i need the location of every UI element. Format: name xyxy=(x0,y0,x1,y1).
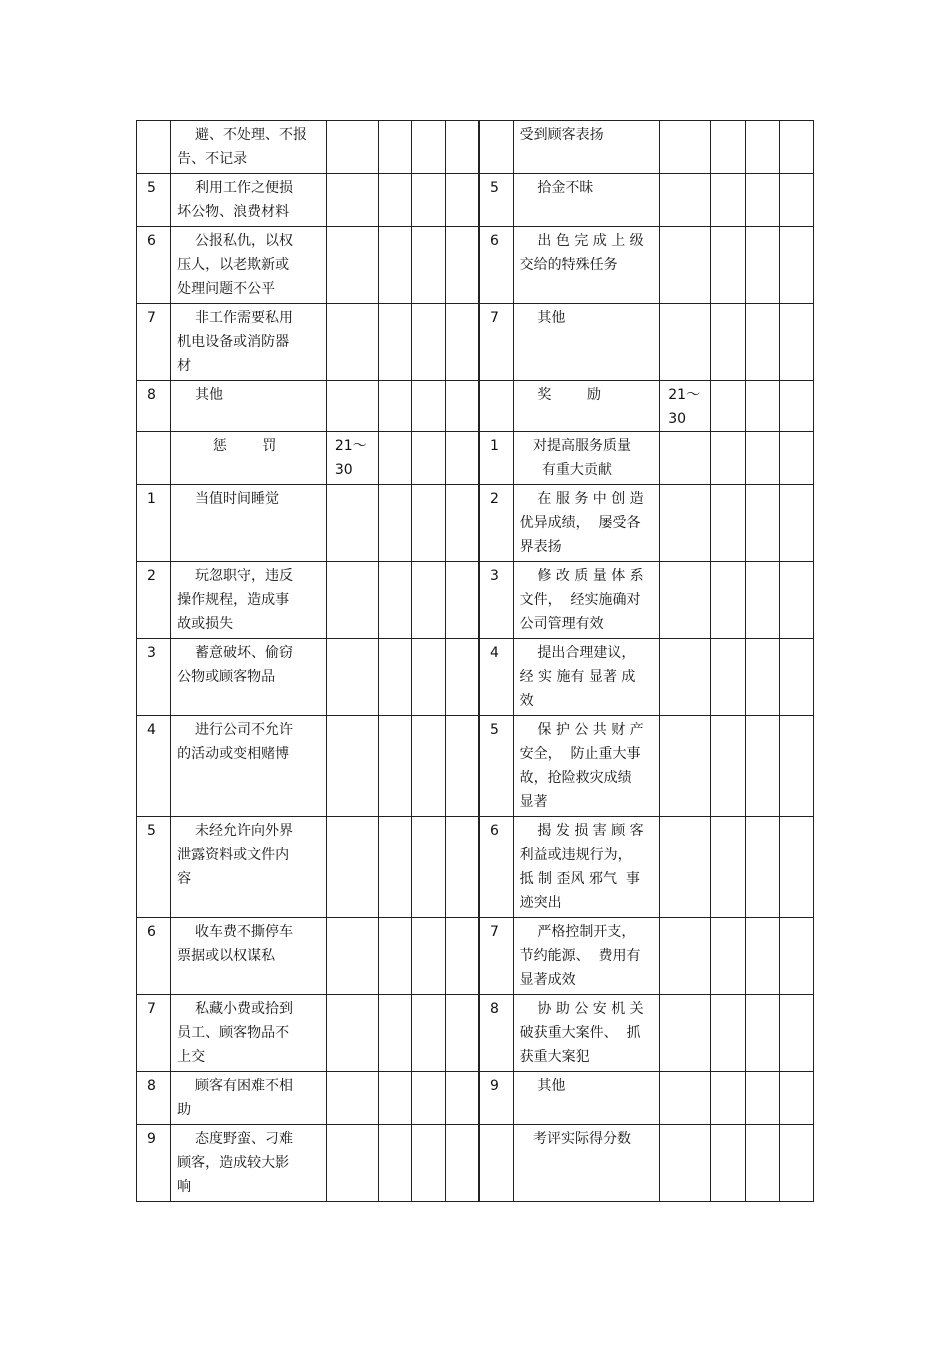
right-item-cell xyxy=(513,174,660,227)
left-blank-cell xyxy=(446,639,479,716)
left-blank-cell xyxy=(412,227,446,304)
left-item-text: 玩忽职守，违反 操作规程，造成事 故或损失 xyxy=(177,568,293,632)
table-body xyxy=(137,121,814,1202)
right-blank-cell xyxy=(745,381,779,432)
left-score-text xyxy=(327,716,378,718)
left-blank-cell xyxy=(412,716,446,817)
left-blank-cell xyxy=(446,432,479,485)
left-blank-cell xyxy=(379,304,412,381)
left-score-text xyxy=(327,918,378,920)
right-blank-cell xyxy=(745,995,779,1072)
table-row xyxy=(137,121,814,174)
left-score-cell xyxy=(326,227,378,304)
right-score-text: 21～ 30 xyxy=(668,387,701,427)
left-blank-cell xyxy=(412,639,446,716)
left-blank-cell xyxy=(446,918,479,995)
right-number-cell xyxy=(479,1125,513,1202)
right-item-cell xyxy=(513,121,660,174)
left-number-cell xyxy=(137,381,171,432)
right-blank-cell xyxy=(745,562,779,639)
left-blank-cell xyxy=(412,918,446,995)
left-score-cell xyxy=(326,1125,378,1202)
left-score-text xyxy=(327,817,378,819)
left-blank-cell xyxy=(379,432,412,485)
left-item-text: 其他 xyxy=(177,387,223,403)
right-blank-cell xyxy=(779,639,813,716)
right-score-cell xyxy=(660,817,711,918)
left-blank-cell xyxy=(379,1072,412,1125)
right-blank-cell xyxy=(779,381,813,432)
right-blank-cell xyxy=(745,432,779,485)
right-blank-cell xyxy=(711,562,745,639)
left-number-cell xyxy=(137,918,171,995)
right-blank-cell xyxy=(745,304,779,381)
left-score-text xyxy=(327,485,378,487)
right-number-cell xyxy=(479,918,513,995)
right-blank-cell xyxy=(745,918,779,995)
table-row xyxy=(137,562,814,639)
left-blank-cell xyxy=(446,304,479,381)
left-score-cell xyxy=(326,716,378,817)
right-blank-cell xyxy=(711,639,745,716)
right-number-cell xyxy=(479,817,513,918)
left-number-text: 3 xyxy=(147,645,156,661)
right-blank-cell xyxy=(745,1072,779,1125)
table-row xyxy=(137,381,814,432)
left-blank-cell xyxy=(412,121,446,174)
left-score-cell xyxy=(326,995,378,1072)
left-number-cell xyxy=(137,716,171,817)
left-item-text: 利用工作之便损 坏公物、浪费材料 xyxy=(177,180,293,220)
right-number-cell xyxy=(479,121,513,174)
right-blank-cell xyxy=(779,227,813,304)
right-number-text: 5 xyxy=(489,722,499,738)
left-number-text: 5 xyxy=(147,180,156,196)
left-blank-cell xyxy=(446,227,479,304)
right-blank-cell xyxy=(745,1125,779,1202)
left-item-text: 蓄意破坏、偷窃 公物或顾客物品 xyxy=(177,645,293,685)
right-number-cell xyxy=(479,381,513,432)
left-number-text: 2 xyxy=(147,568,156,584)
evaluation-table xyxy=(136,120,814,1202)
left-number-cell xyxy=(137,432,171,485)
right-blank-cell xyxy=(711,918,745,995)
left-number-cell xyxy=(137,1072,171,1125)
left-number-cell xyxy=(137,174,171,227)
right-score-cell xyxy=(660,227,711,304)
right-blank-cell xyxy=(779,1125,813,1202)
right-score-text xyxy=(660,918,710,920)
left-number-cell xyxy=(137,639,171,716)
right-item-cell xyxy=(513,485,660,562)
left-number-cell xyxy=(137,562,171,639)
left-number-text: 6 xyxy=(147,924,156,940)
left-blank-cell xyxy=(379,639,412,716)
right-item-text: 对提高服务质量 有重大贡献 xyxy=(532,438,631,478)
left-score-text xyxy=(327,227,378,229)
left-score-text xyxy=(327,121,378,123)
left-blank-cell xyxy=(446,1072,479,1125)
left-number-text xyxy=(137,121,170,123)
right-blank-cell xyxy=(711,174,745,227)
right-number-text xyxy=(480,381,513,383)
table-row xyxy=(137,918,814,995)
left-number-text: 1 xyxy=(147,491,156,507)
left-blank-cell xyxy=(412,432,446,485)
right-number-cell xyxy=(479,432,513,485)
right-number-text: 6 xyxy=(489,823,499,839)
right-item-cell xyxy=(513,716,660,817)
left-item-cell xyxy=(171,174,327,227)
right-blank-cell xyxy=(745,121,779,174)
right-number-cell xyxy=(479,716,513,817)
left-score-cell xyxy=(326,121,378,174)
right-score-text xyxy=(660,817,710,819)
left-blank-cell xyxy=(446,174,479,227)
right-number-text xyxy=(480,121,513,123)
right-blank-cell xyxy=(745,227,779,304)
right-blank-cell xyxy=(711,432,745,485)
right-score-cell xyxy=(660,174,711,227)
right-item-text: 协 助 公 安 机 关 破获重大案件、 抓 获重大案犯 xyxy=(519,1001,644,1065)
table-row xyxy=(137,432,814,485)
left-item-text: 非工作需要私用 机电设备或消防器 材 xyxy=(177,310,293,374)
left-blank-cell xyxy=(379,817,412,918)
left-item-cell xyxy=(171,485,327,562)
left-blank-cell xyxy=(446,381,479,432)
left-item-cell xyxy=(171,121,327,174)
right-score-text xyxy=(660,121,710,123)
right-number-cell xyxy=(479,227,513,304)
left-score-text xyxy=(327,562,378,564)
right-blank-cell xyxy=(745,639,779,716)
right-score-text xyxy=(660,485,710,487)
left-blank-cell xyxy=(446,995,479,1072)
right-score-cell xyxy=(660,639,711,716)
left-item-cell xyxy=(171,1072,327,1125)
right-number-cell xyxy=(479,995,513,1072)
left-score-cell xyxy=(326,485,378,562)
left-blank-cell xyxy=(446,562,479,639)
right-number-cell xyxy=(479,304,513,381)
left-item-cell xyxy=(171,227,327,304)
left-number-cell xyxy=(137,1125,171,1202)
left-score-cell xyxy=(326,432,378,485)
right-blank-cell xyxy=(779,918,813,995)
right-item-cell xyxy=(513,432,660,485)
left-number-text xyxy=(137,432,170,434)
table-row xyxy=(137,1125,814,1202)
right-item-text: 严格控制开支， 节约能源、 费用有 显著成效 xyxy=(519,924,641,988)
left-score-cell xyxy=(326,918,378,995)
right-item-text: 奖 励 xyxy=(519,387,602,403)
right-item-text: 修 改 质 量 体 系 文件， 经实施确对 公司管理有效 xyxy=(519,568,644,632)
right-score-cell xyxy=(660,1072,711,1125)
right-score-text xyxy=(660,639,710,641)
left-blank-cell xyxy=(412,304,446,381)
right-item-text: 考评实际得分数 xyxy=(519,1131,631,1147)
right-score-text xyxy=(660,1072,710,1074)
right-blank-cell xyxy=(711,121,745,174)
left-item-cell xyxy=(171,817,327,918)
right-blank-cell xyxy=(779,485,813,562)
right-blank-cell xyxy=(745,817,779,918)
left-item-text: 收车费不撕停车 票据或以权谋私 xyxy=(177,924,293,964)
left-number-text: 7 xyxy=(147,1001,156,1017)
right-item-text: 在 服 务 中 创 造 优异成绩， 屡受各 界表扬 xyxy=(519,491,644,555)
left-blank-cell xyxy=(379,562,412,639)
right-blank-cell xyxy=(779,174,813,227)
left-number-text: 8 xyxy=(147,1078,156,1094)
right-number-cell xyxy=(479,562,513,639)
right-number-text: 7 xyxy=(489,310,499,326)
right-item-text: 提出合理建议， 经 实 施有 显著 成 效 xyxy=(519,645,636,709)
right-item-text: 出 色 完 成 上 级 交给的特殊任务 xyxy=(519,233,644,273)
left-blank-cell xyxy=(446,121,479,174)
left-item-cell xyxy=(171,432,327,485)
left-score-text xyxy=(327,304,378,306)
left-item-cell xyxy=(171,716,327,817)
right-blank-cell xyxy=(711,817,745,918)
table-row xyxy=(137,304,814,381)
table-row xyxy=(137,639,814,716)
left-score-cell xyxy=(326,639,378,716)
right-item-cell xyxy=(513,995,660,1072)
left-item-text: 当值时间睡觉 xyxy=(177,491,279,507)
left-score-text xyxy=(327,381,378,383)
right-item-cell xyxy=(513,562,660,639)
left-number-cell xyxy=(137,995,171,1072)
left-score-text xyxy=(327,1125,378,1127)
left-blank-cell xyxy=(412,381,446,432)
right-score-cell xyxy=(660,121,711,174)
left-blank-cell xyxy=(412,995,446,1072)
table-row xyxy=(137,995,814,1072)
right-item-text: 揭 发 损 害 顾 客 利益或违规行为， 抵 制 歪风 邪气 事 迹突出 xyxy=(519,823,644,911)
left-item-text: 惩 罚 xyxy=(177,438,277,454)
table-row xyxy=(137,227,814,304)
right-blank-cell xyxy=(779,995,813,1072)
left-blank-cell xyxy=(412,562,446,639)
right-item-cell xyxy=(513,304,660,381)
left-number-text: 8 xyxy=(147,387,156,403)
left-item-cell xyxy=(171,381,327,432)
left-blank-cell xyxy=(412,485,446,562)
right-score-cell xyxy=(660,1125,711,1202)
left-blank-cell xyxy=(379,174,412,227)
right-item-text: 其他 xyxy=(519,310,566,326)
right-score-cell xyxy=(660,716,711,817)
left-number-text: 6 xyxy=(147,233,156,249)
left-blank-cell xyxy=(446,716,479,817)
left-score-text: 21～ 30 xyxy=(334,438,367,478)
left-blank-cell xyxy=(412,1072,446,1125)
left-score-cell xyxy=(326,1072,378,1125)
left-score-cell xyxy=(326,304,378,381)
right-item-text: 拾金不昧 xyxy=(519,180,594,196)
right-item-cell xyxy=(513,639,660,716)
right-score-text xyxy=(660,1125,710,1127)
right-item-cell xyxy=(513,381,660,432)
right-blank-cell xyxy=(779,432,813,485)
left-item-text: 未经允许向外界 泄露资料或文件内 容 xyxy=(177,823,293,887)
right-score-text xyxy=(660,995,710,997)
left-item-text: 公报私仇，以权 压人，以老欺新或 处理问题不公平 xyxy=(177,233,293,297)
left-item-cell xyxy=(171,918,327,995)
left-number-cell xyxy=(137,121,171,174)
left-score-text xyxy=(327,1072,378,1074)
left-score-text xyxy=(327,639,378,641)
right-blank-cell xyxy=(711,716,745,817)
table-row xyxy=(137,1072,814,1125)
right-score-text xyxy=(660,227,710,229)
left-score-text xyxy=(327,174,378,176)
left-blank-cell xyxy=(412,817,446,918)
left-item-cell xyxy=(171,304,327,381)
left-blank-cell xyxy=(379,227,412,304)
right-blank-cell xyxy=(711,485,745,562)
right-score-cell xyxy=(660,485,711,562)
left-score-cell xyxy=(326,562,378,639)
right-item-cell xyxy=(513,817,660,918)
right-score-text xyxy=(660,432,710,434)
left-item-text: 顾客有困难不相 助 xyxy=(177,1078,293,1118)
right-blank-cell xyxy=(779,562,813,639)
right-number-cell xyxy=(479,1072,513,1125)
right-blank-cell xyxy=(745,174,779,227)
right-number-text: 5 xyxy=(489,180,499,196)
left-blank-cell xyxy=(379,995,412,1072)
left-item-cell xyxy=(171,562,327,639)
right-blank-cell xyxy=(711,227,745,304)
left-item-text: 进行公司不允许 的活动或变相赌博 xyxy=(177,722,293,762)
left-item-cell xyxy=(171,995,327,1072)
left-blank-cell xyxy=(379,485,412,562)
table-row xyxy=(137,716,814,817)
right-item-cell xyxy=(513,1125,660,1202)
right-number-text: 1 xyxy=(489,438,499,454)
left-score-cell xyxy=(326,381,378,432)
right-number-text: 6 xyxy=(489,233,499,249)
right-number-text: 3 xyxy=(489,568,499,584)
right-number-text: 8 xyxy=(489,1001,499,1017)
right-blank-cell xyxy=(779,817,813,918)
right-blank-cell xyxy=(711,304,745,381)
left-item-cell xyxy=(171,1125,327,1202)
right-number-text xyxy=(480,1125,513,1127)
left-number-cell xyxy=(137,304,171,381)
left-item-text: 私藏小费或拾到 员工、顾客物品不 上交 xyxy=(177,1001,293,1065)
left-number-cell xyxy=(137,485,171,562)
left-number-text: 9 xyxy=(147,1131,156,1147)
left-blank-cell xyxy=(379,1125,412,1202)
right-item-cell xyxy=(513,227,660,304)
right-blank-cell xyxy=(779,1072,813,1125)
right-number-text: 2 xyxy=(489,491,499,507)
right-number-text: 9 xyxy=(489,1078,499,1094)
right-item-cell xyxy=(513,1072,660,1125)
left-blank-cell xyxy=(446,817,479,918)
right-number-text: 4 xyxy=(489,645,499,661)
left-score-cell xyxy=(326,174,378,227)
right-blank-cell xyxy=(711,995,745,1072)
left-number-text: 5 xyxy=(147,823,156,839)
right-item-text: 保 护 公 共 财 产 安全， 防止重大事 故，抢险救灾成绩 显著 xyxy=(519,722,644,810)
left-number-text: 4 xyxy=(147,722,156,738)
right-item-text: 其他 xyxy=(519,1078,566,1094)
table-row xyxy=(137,174,814,227)
right-score-cell xyxy=(660,381,711,432)
right-score-cell xyxy=(660,562,711,639)
right-score-cell xyxy=(660,432,711,485)
right-blank-cell xyxy=(779,121,813,174)
table-row xyxy=(137,485,814,562)
left-item-text: 避、不处理、不报 告、不记录 xyxy=(177,127,307,167)
right-score-cell xyxy=(660,304,711,381)
left-blank-cell xyxy=(446,1125,479,1202)
right-score-cell xyxy=(660,995,711,1072)
right-number-cell xyxy=(479,639,513,716)
right-item-text: 受到顾客表扬 xyxy=(519,127,604,143)
right-blank-cell xyxy=(711,1072,745,1125)
left-blank-cell xyxy=(379,918,412,995)
right-blank-cell xyxy=(779,304,813,381)
right-score-text xyxy=(660,562,710,564)
left-number-cell xyxy=(137,817,171,918)
right-blank-cell xyxy=(711,381,745,432)
left-blank-cell xyxy=(412,1125,446,1202)
right-blank-cell xyxy=(711,1125,745,1202)
right-score-cell xyxy=(660,918,711,995)
right-score-text xyxy=(660,174,710,176)
right-number-cell xyxy=(479,174,513,227)
right-item-cell xyxy=(513,918,660,995)
left-item-text: 态度野蛮、刁难 顾客，造成较大影 响 xyxy=(177,1131,293,1195)
right-score-text xyxy=(660,716,710,718)
left-blank-cell xyxy=(379,716,412,817)
right-number-cell xyxy=(479,485,513,562)
left-blank-cell xyxy=(412,174,446,227)
table-row xyxy=(137,817,814,918)
right-score-text xyxy=(660,304,710,306)
right-blank-cell xyxy=(745,485,779,562)
left-number-text: 7 xyxy=(147,310,156,326)
left-blank-cell xyxy=(379,121,412,174)
left-blank-cell xyxy=(379,381,412,432)
right-blank-cell xyxy=(779,716,813,817)
left-number-cell xyxy=(137,227,171,304)
left-blank-cell xyxy=(446,485,479,562)
right-number-text: 7 xyxy=(489,924,499,940)
right-blank-cell xyxy=(745,716,779,817)
left-score-text xyxy=(327,995,378,997)
left-score-cell xyxy=(326,817,378,918)
left-item-cell xyxy=(171,639,327,716)
